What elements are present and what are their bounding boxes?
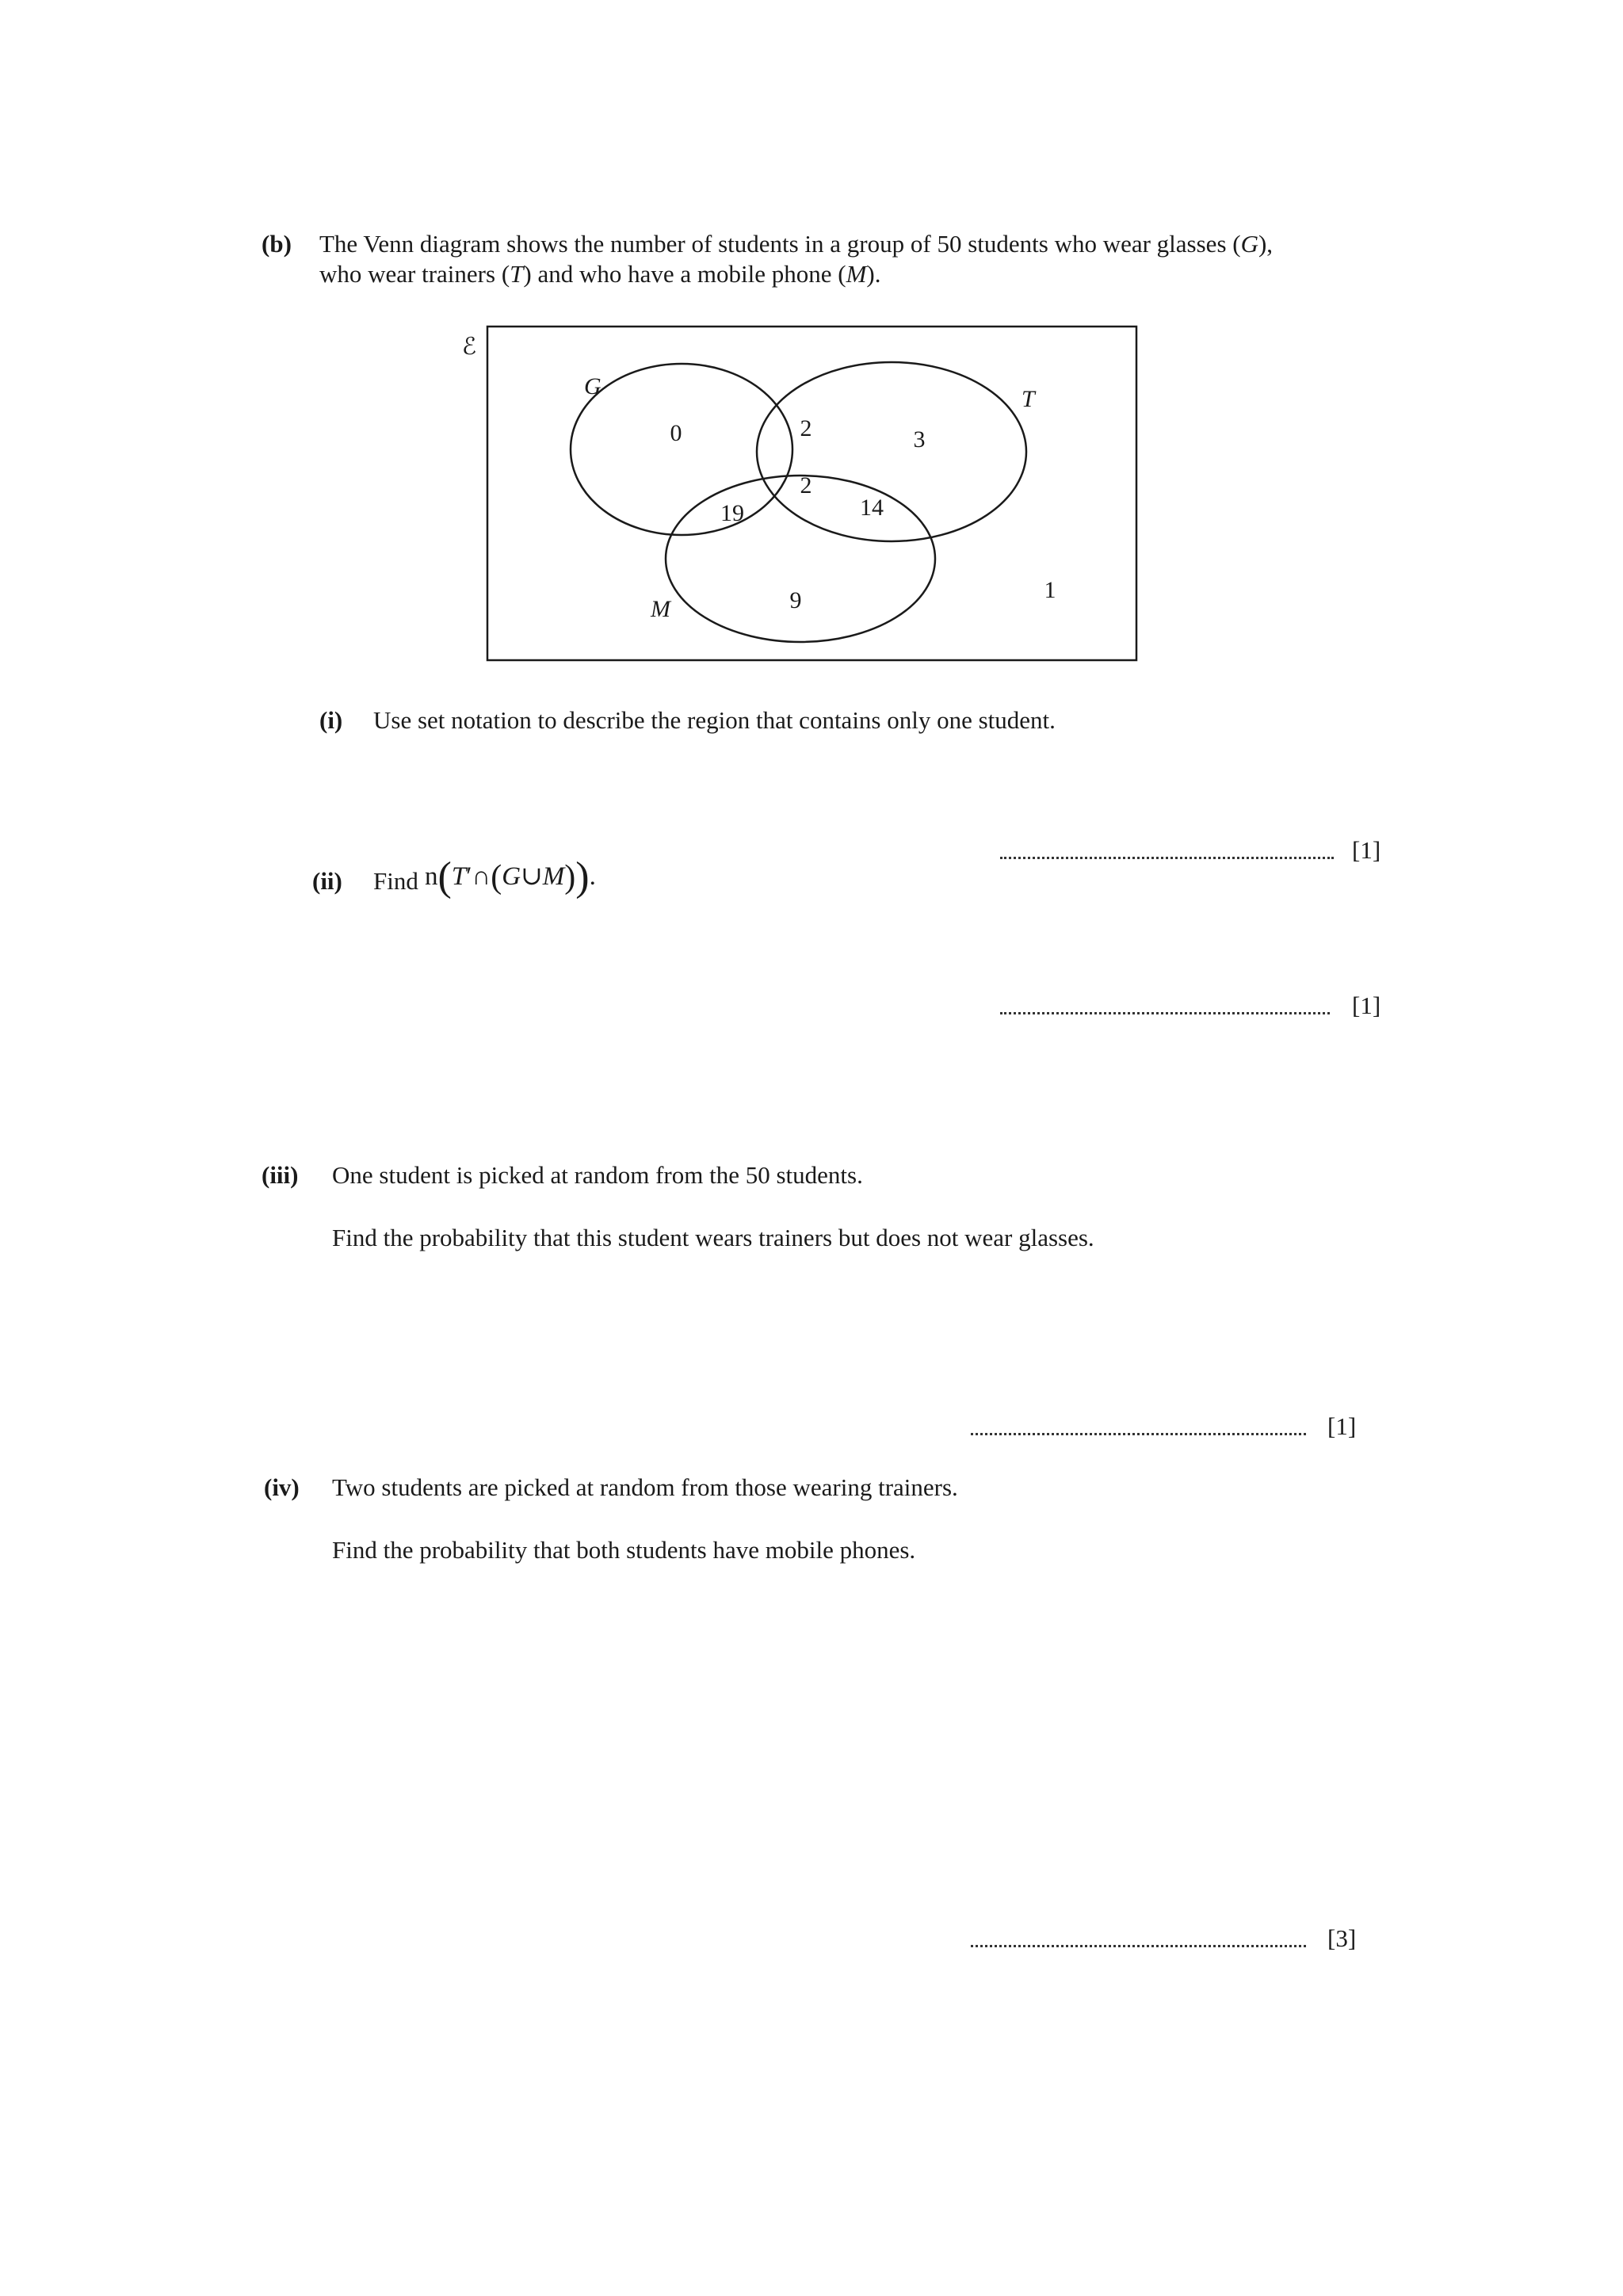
- set-t-label: T: [1022, 386, 1035, 412]
- q-i-label: (i): [319, 706, 343, 734]
- q-iv-label: (iv): [264, 1473, 300, 1501]
- mark-iv: [3]: [1327, 1924, 1357, 1952]
- universal-set-symbol: ℰ: [462, 334, 477, 360]
- answer-line-i[interactable]: [1000, 857, 1334, 859]
- answer-line-iv[interactable]: [971, 1945, 1306, 1947]
- region-t-only: 3: [913, 426, 926, 453]
- answer-line-iii[interactable]: [971, 1433, 1306, 1435]
- q-iii-line-1: One student is picked at random from the 50 students.: [332, 1161, 863, 1189]
- set-g-label: G: [584, 373, 601, 399]
- answer-line-ii[interactable]: [1000, 1012, 1330, 1014]
- q-ii-label: (ii): [312, 867, 342, 895]
- q-iv-line-1: Two students are picked at random from those wearing trainers.: [332, 1473, 958, 1501]
- venn-diagram: [444, 317, 1157, 674]
- intro-line-1: The Venn diagram shows the number of students in a group of 50 students who wear glasses (G),: [319, 230, 1274, 258]
- part-label: (b): [262, 230, 292, 258]
- region-outside: 1: [1044, 577, 1056, 603]
- set-m-label: M: [651, 596, 670, 622]
- q-iii-label: (iii): [262, 1161, 299, 1189]
- set-m-circle: [666, 476, 935, 642]
- set-g-circle: [571, 364, 792, 535]
- q-ii-expression: n(T′∩(G∪M)).: [425, 854, 596, 900]
- q-ii-find: Find: [373, 867, 418, 895]
- region-g-m-only: 19: [720, 500, 744, 526]
- mark-i: [1]: [1352, 836, 1381, 864]
- region-m-only: 9: [789, 587, 802, 613]
- mark-iii: [1]: [1327, 1412, 1357, 1440]
- region-g-t-only: 2: [800, 415, 812, 441]
- set-t-circle: [757, 362, 1026, 541]
- q-iv-line-2: Find the probability that both students have mobile phones.: [332, 1536, 916, 1564]
- mark-ii: [1]: [1352, 991, 1381, 1019]
- q-i-text: Use set notation to describe the region that contains only one student.: [373, 706, 1056, 734]
- intro-line-2: who wear trainers (T) and who have a mobile phone (M).: [319, 260, 881, 288]
- region-g-only: 0: [670, 420, 682, 446]
- region-g-t-m: 2: [800, 472, 812, 499]
- q-iii-line-2: Find the probability that this student wears trainers but does not wear glasses.: [332, 1224, 1094, 1251]
- region-t-m-only: 14: [860, 495, 884, 521]
